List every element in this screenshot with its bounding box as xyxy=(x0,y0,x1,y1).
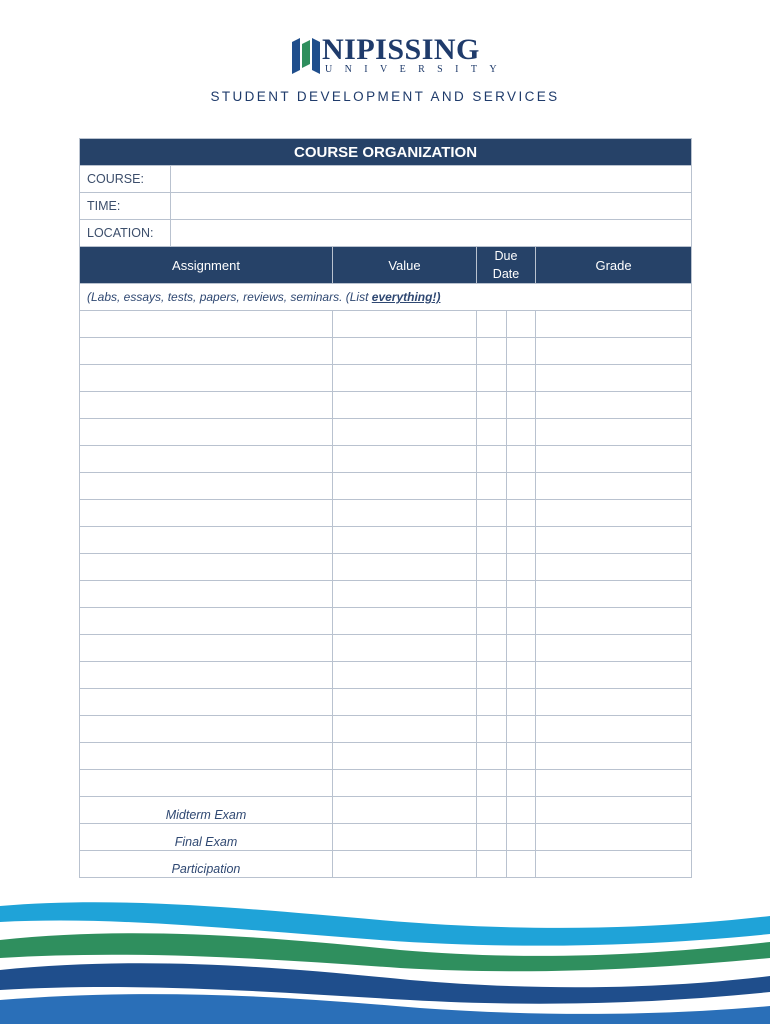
due-date-cell[interactable] xyxy=(507,419,536,446)
value-cell[interactable] xyxy=(333,851,477,878)
value-cell[interactable] xyxy=(333,797,477,824)
grade-cell[interactable] xyxy=(536,716,692,743)
due-date-cell[interactable] xyxy=(477,608,507,635)
assignment-row xyxy=(80,608,692,635)
assignment-cell[interactable] xyxy=(80,554,333,581)
due-date-cell[interactable] xyxy=(477,554,507,581)
due-date-cell[interactable] xyxy=(507,365,536,392)
due-date-cell[interactable] xyxy=(507,338,536,365)
assignment-row xyxy=(80,851,692,878)
due-date-cell[interactable] xyxy=(507,743,536,770)
grade-cell[interactable] xyxy=(536,446,692,473)
assignment-row xyxy=(80,770,692,797)
due-date-cell[interactable] xyxy=(477,689,507,716)
assignment-row xyxy=(80,581,692,608)
value-cell[interactable] xyxy=(333,365,477,392)
due-date-cell[interactable] xyxy=(507,770,536,797)
course-organization-form xyxy=(79,138,692,878)
grade-column-header: Grade xyxy=(536,247,692,284)
grade-cell[interactable] xyxy=(536,689,692,716)
value-column-header: Value xyxy=(333,247,477,284)
due-date-cell[interactable] xyxy=(477,500,507,527)
grade-cell[interactable] xyxy=(536,527,692,554)
assignment-label-cell[interactable]: Final Exam xyxy=(80,824,333,851)
assignment-row xyxy=(80,689,692,716)
course-label: COURSE: xyxy=(80,166,171,193)
time-label: TIME: xyxy=(80,193,171,220)
assignment-cell[interactable] xyxy=(80,581,333,608)
assignment-cell[interactable] xyxy=(80,473,333,500)
assignment-row xyxy=(80,716,692,743)
assignment-cell[interactable] xyxy=(80,635,333,662)
due-date-cell[interactable] xyxy=(477,527,507,554)
value-cell[interactable] xyxy=(333,419,477,446)
assignment-cell[interactable] xyxy=(80,311,333,338)
due-date-cell[interactable] xyxy=(477,392,507,419)
due-date-cell[interactable] xyxy=(477,446,507,473)
due-date-cell[interactable] xyxy=(477,635,507,662)
due-date-cell[interactable] xyxy=(477,716,507,743)
assignment-cell[interactable] xyxy=(80,770,333,797)
note-text: (Labs, essays, tests, papers, reviews, seminars. (List xyxy=(87,290,372,304)
assignment-rows xyxy=(80,311,692,878)
value-cell[interactable] xyxy=(333,392,477,419)
time-field[interactable] xyxy=(171,193,692,220)
value-cell[interactable] xyxy=(333,446,477,473)
due-date-cell[interactable] xyxy=(507,392,536,419)
assignment-cell[interactable] xyxy=(80,392,333,419)
assignment-row xyxy=(80,311,692,338)
due-date-cell[interactable] xyxy=(477,311,507,338)
assignment-label-cell[interactable]: Midterm Exam xyxy=(80,797,333,824)
due-date-cell[interactable] xyxy=(507,662,536,689)
value-cell[interactable] xyxy=(333,500,477,527)
assignment-cell[interactable] xyxy=(80,743,333,770)
assignment-row xyxy=(80,446,692,473)
due-date-cell[interactable] xyxy=(507,581,536,608)
grade-cell[interactable] xyxy=(536,851,692,878)
assignment-row xyxy=(80,338,692,365)
due-date-cell[interactable] xyxy=(507,797,536,824)
value-cell[interactable] xyxy=(333,554,477,581)
assignment-row xyxy=(80,527,692,554)
value-cell[interactable] xyxy=(333,473,477,500)
location-label: LOCATION: xyxy=(80,220,171,247)
value-cell[interactable] xyxy=(333,689,477,716)
due-date-cell[interactable] xyxy=(507,716,536,743)
due-date-column-header xyxy=(477,247,536,284)
grade-cell[interactable] xyxy=(536,311,692,338)
instructions-note xyxy=(80,284,692,311)
assignment-row xyxy=(80,500,692,527)
location-field[interactable] xyxy=(171,220,692,247)
logo-subtitle: UNIVERSITY xyxy=(325,64,509,75)
grade-cell[interactable] xyxy=(536,419,692,446)
due-date-cell[interactable] xyxy=(507,554,536,581)
due-date-line1: Due xyxy=(494,249,518,263)
assignment-row xyxy=(80,419,692,446)
due-date-cell[interactable] xyxy=(477,851,507,878)
value-cell[interactable] xyxy=(333,311,477,338)
assignment-cell[interactable] xyxy=(80,527,333,554)
grade-cell[interactable] xyxy=(536,365,692,392)
grade-cell[interactable] xyxy=(536,473,692,500)
value-cell[interactable] xyxy=(333,662,477,689)
due-date-cell[interactable] xyxy=(507,635,536,662)
due-date-cell[interactable] xyxy=(507,446,536,473)
due-date-cell[interactable] xyxy=(507,608,536,635)
due-date-cell[interactable] xyxy=(507,527,536,554)
assignment-row xyxy=(80,824,692,851)
due-date-line2: Date xyxy=(492,267,520,281)
due-date-cell[interactable] xyxy=(507,689,536,716)
assignment-row xyxy=(80,365,692,392)
assignment-cell[interactable] xyxy=(80,365,333,392)
form-title: COURSE ORGANIZATION xyxy=(80,139,692,166)
assignment-cell[interactable] xyxy=(80,500,333,527)
assignment-row xyxy=(80,662,692,689)
grade-cell[interactable] xyxy=(536,770,692,797)
grade-cell[interactable] xyxy=(536,392,692,419)
due-date-cell[interactable] xyxy=(507,473,536,500)
assignment-cell[interactable] xyxy=(80,419,333,446)
course-field[interactable] xyxy=(171,166,692,193)
due-date-cell[interactable] xyxy=(507,500,536,527)
assignment-row xyxy=(80,743,692,770)
due-date-cell[interactable] xyxy=(477,338,507,365)
value-cell[interactable] xyxy=(333,581,477,608)
value-cell[interactable] xyxy=(333,770,477,797)
due-date-cell[interactable] xyxy=(477,662,507,689)
decorative-waves xyxy=(0,896,770,1024)
note-emphasis: everything!) xyxy=(371,290,441,304)
department-heading: STUDENT DEVELOPMENT AND SERVICES xyxy=(210,89,560,104)
due-date-cell[interactable] xyxy=(477,797,507,824)
grade-cell[interactable] xyxy=(536,635,692,662)
value-cell[interactable] xyxy=(333,743,477,770)
grade-cell[interactable] xyxy=(536,797,692,824)
due-date-cell[interactable] xyxy=(477,581,507,608)
due-date-cell[interactable] xyxy=(507,824,536,851)
value-cell[interactable] xyxy=(333,824,477,851)
value-cell[interactable] xyxy=(333,635,477,662)
logo-wordmark: NIPISSING xyxy=(322,33,480,66)
due-date-cell[interactable] xyxy=(477,365,507,392)
assignment-row xyxy=(80,635,692,662)
assignment-row xyxy=(80,473,692,500)
assignment-cell[interactable] xyxy=(80,338,333,365)
value-cell[interactable] xyxy=(333,608,477,635)
grade-cell[interactable] xyxy=(536,338,692,365)
grade-cell[interactable] xyxy=(536,662,692,689)
assignment-cell[interactable] xyxy=(80,608,333,635)
assignment-cell[interactable] xyxy=(80,689,333,716)
grade-cell[interactable] xyxy=(536,608,692,635)
value-cell[interactable] xyxy=(333,527,477,554)
assignment-label-cell[interactable]: Participation xyxy=(80,851,333,878)
due-date-cell[interactable] xyxy=(477,743,507,770)
due-date-cell[interactable] xyxy=(477,473,507,500)
grade-cell[interactable] xyxy=(536,554,692,581)
value-cell[interactable] xyxy=(333,716,477,743)
assignment-column-header: Assignment xyxy=(80,247,333,284)
grade-cell[interactable] xyxy=(536,743,692,770)
assignment-row xyxy=(80,554,692,581)
value-cell[interactable] xyxy=(333,338,477,365)
assignment-cell[interactable] xyxy=(80,662,333,689)
grade-cell[interactable] xyxy=(536,581,692,608)
due-date-cell[interactable] xyxy=(507,851,536,878)
grade-cell[interactable] xyxy=(536,824,692,851)
grade-cell[interactable] xyxy=(536,500,692,527)
assignment-row xyxy=(80,392,692,419)
assignment-cell[interactable] xyxy=(80,716,333,743)
due-date-cell[interactable] xyxy=(477,770,507,797)
assignment-cell[interactable] xyxy=(80,446,333,473)
assignment-row xyxy=(80,797,692,824)
due-date-cell[interactable] xyxy=(477,824,507,851)
due-date-cell[interactable] xyxy=(477,419,507,446)
due-date-cell[interactable] xyxy=(507,311,536,338)
